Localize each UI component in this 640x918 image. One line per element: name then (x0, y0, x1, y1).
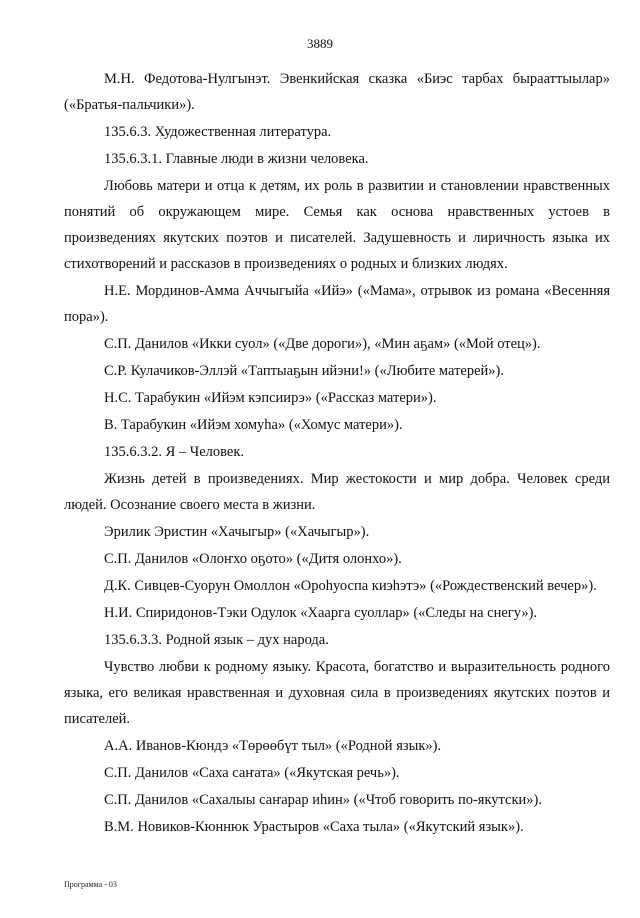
paragraph: Н.Е. Мординов-Амма Аччыгыйа «Ийэ» («Мама», отрывок из романа «Весенняя пора»). (64, 283, 610, 325)
paragraph: В. Тарабукин «Ийэм хомуһа» («Хомус матери»). (104, 417, 403, 433)
paragraph: Эрилик Эристин «Хачыгыр» («Хачыгыр»). (104, 524, 370, 540)
paragraph: В.М. Новиков-Кюннюк Урастыров «Саха тыла» («Якутский язык»). (104, 819, 524, 835)
paragraph: С.Р. Кулачиков-Эллэй «Таптыаҕын ийэни!» («Любите матерей»). (104, 363, 504, 379)
paragraph: Н.С. Тарабукин «Ийэм кэпсиирэ» («Рассказ матери»). (104, 390, 437, 406)
paragraph: М.Н. Федотова-Нулгынэт. Эвенкийская сказка «Биэс тарбах бырааттыылар» («Братья-пальчики»). (64, 71, 610, 113)
section-heading: 135.6.3.2. Я – Человек. (104, 444, 245, 460)
page-number: 3889 (307, 36, 333, 51)
paragraph: Любовь матери и отца к детям, их роль в развитии и становлении нравственных понятий об окружающем мире. Семья как основа нравственных устоев в произведениях якутских поэтов и писателей. Задушевность и лиричность языка их стихотворений и рассказов в произведениях о родных и близких людях. (64, 178, 610, 272)
footer-label: Программа - 03 (64, 880, 117, 889)
section-heading: 135.6.3.1. Главные люди в жизни человека. (104, 151, 369, 167)
paragraph: С.П. Данилов «Сахалыы саҥарар иһин» («Чтоб говорить по-якутски»). (104, 792, 543, 808)
section-heading: 135.6.3. Художественная литература. (104, 124, 332, 140)
paragraph: С.П. Данилов «Саха саҥата» («Якутская речь»). (104, 765, 400, 781)
paragraph: Н.И. Спиридонов-Тэки Одулок «Хаарга суоллар» («Следы на снегу»). (104, 605, 538, 621)
paragraph: С.П. Данилов «Икки суол» («Две дороги»), «Мин аҕам» («Мой отец»). (104, 336, 541, 352)
section-heading: 135.6.3.3. Родной язык – дух народа. (104, 632, 329, 648)
paragraph: Чувство любви к родному языку. Красота, богатство и выразительность родного языка, его великая нравственная и духовная сила в произведениях якутских поэтов и писателей. (64, 659, 610, 727)
paragraph: С.П. Данилов «Олоҥхо оҕото» («Дитя олонхо»). (104, 551, 402, 567)
paragraph: А.А. Иванов-Кюндэ «Төрөөбүт тыл» («Родной язык»). (104, 738, 442, 754)
document-body (64, 66, 610, 840)
paragraph: Д.К. Сивцев-Суорун Омоллон «Ороһуоспа киэһэтэ» («Рождественский вечер»). (104, 578, 597, 594)
paragraph: Жизнь детей в произведениях. Мир жестокости и мир добра. Человек среди людей. Осознание своего места в жизни. (64, 471, 610, 513)
